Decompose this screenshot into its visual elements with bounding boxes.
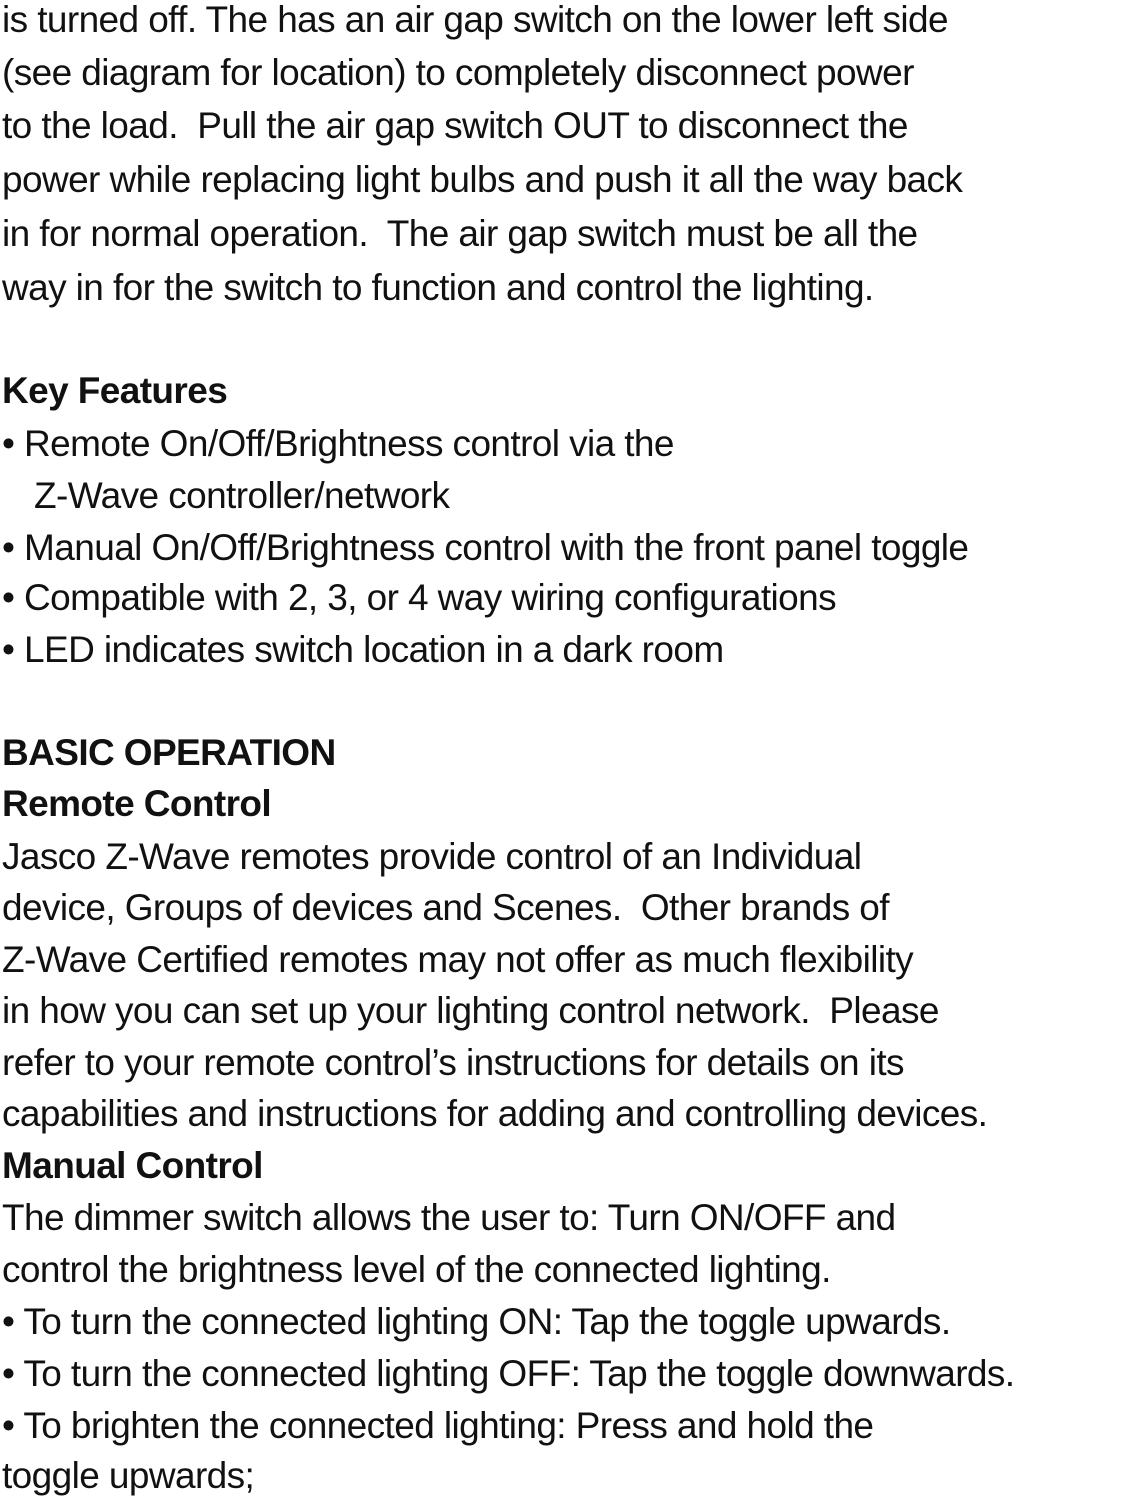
intro-line-6: way in for the switch to function and control the lighting. bbox=[2, 267, 874, 308]
manual-control-line-1: The dimmer switch allows the user to: Turn ON/OFF and bbox=[2, 1197, 896, 1238]
basic-operation-heading: BASIC OPERATION bbox=[2, 732, 336, 773]
intro-line-4: power while replacing light bulbs and push it all the way back bbox=[2, 159, 963, 200]
remote-control-line-4: in how you can set up your lighting control network. Please bbox=[2, 990, 939, 1031]
key-feature-item-1-continued: Z-Wave controller/network bbox=[34, 475, 450, 516]
remote-control-line-3: Z-Wave Certified remotes may not offer as much flexibility bbox=[2, 939, 914, 980]
remote-control-heading: Remote Control bbox=[2, 783, 272, 824]
manual-control-line-2: control the brightness level of the connected lighting. bbox=[2, 1249, 831, 1290]
intro-line-1: is turned off. The has an air gap switch on the lower left side bbox=[2, 0, 949, 40]
key-feature-item-4: • LED indicates switch location in a dark room bbox=[2, 629, 724, 670]
intro-line-3: to the load. Pull the air gap switch OUT to disconnect the bbox=[2, 105, 908, 146]
manual-control-line-6: toggle upwards; bbox=[2, 1455, 255, 1496]
remote-control-line-2: device, Groups of devices and Scenes. Other brands of bbox=[2, 887, 889, 928]
key-features-heading: Key Features bbox=[2, 370, 228, 411]
manual-control-line-3: • To turn the connected lighting ON: Tap the toggle upwards. bbox=[2, 1301, 951, 1342]
intro-line-2: (see diagram for location) to completely disconnect power bbox=[2, 52, 914, 93]
intro-line-5: in for normal operation. The air gap switch must be all the bbox=[2, 213, 918, 254]
manual-control-line-5: • To brighten the connected lighting: Press and hold the bbox=[2, 1405, 874, 1446]
manual-control-heading: Manual Control bbox=[2, 1145, 263, 1186]
key-feature-item-2: • Manual On/Off/Brightness control with the front panel toggle bbox=[2, 527, 969, 568]
remote-control-line-5: refer to your remote control’s instructions for details on its bbox=[2, 1042, 904, 1083]
remote-control-line-6: capabilities and instructions for adding and controlling devices. bbox=[2, 1093, 988, 1134]
key-feature-item-1: • Remote On/Off/Brightness control via the bbox=[2, 423, 674, 464]
key-feature-item-3: • Compatible with 2, 3, or 4 way wiring configurations bbox=[2, 577, 837, 618]
manual-control-line-4: • To turn the connected lighting OFF: Tap the toggle downwards. bbox=[2, 1353, 1015, 1394]
remote-control-line-1: Jasco Z-Wave remotes provide control of an Individual bbox=[2, 836, 862, 877]
